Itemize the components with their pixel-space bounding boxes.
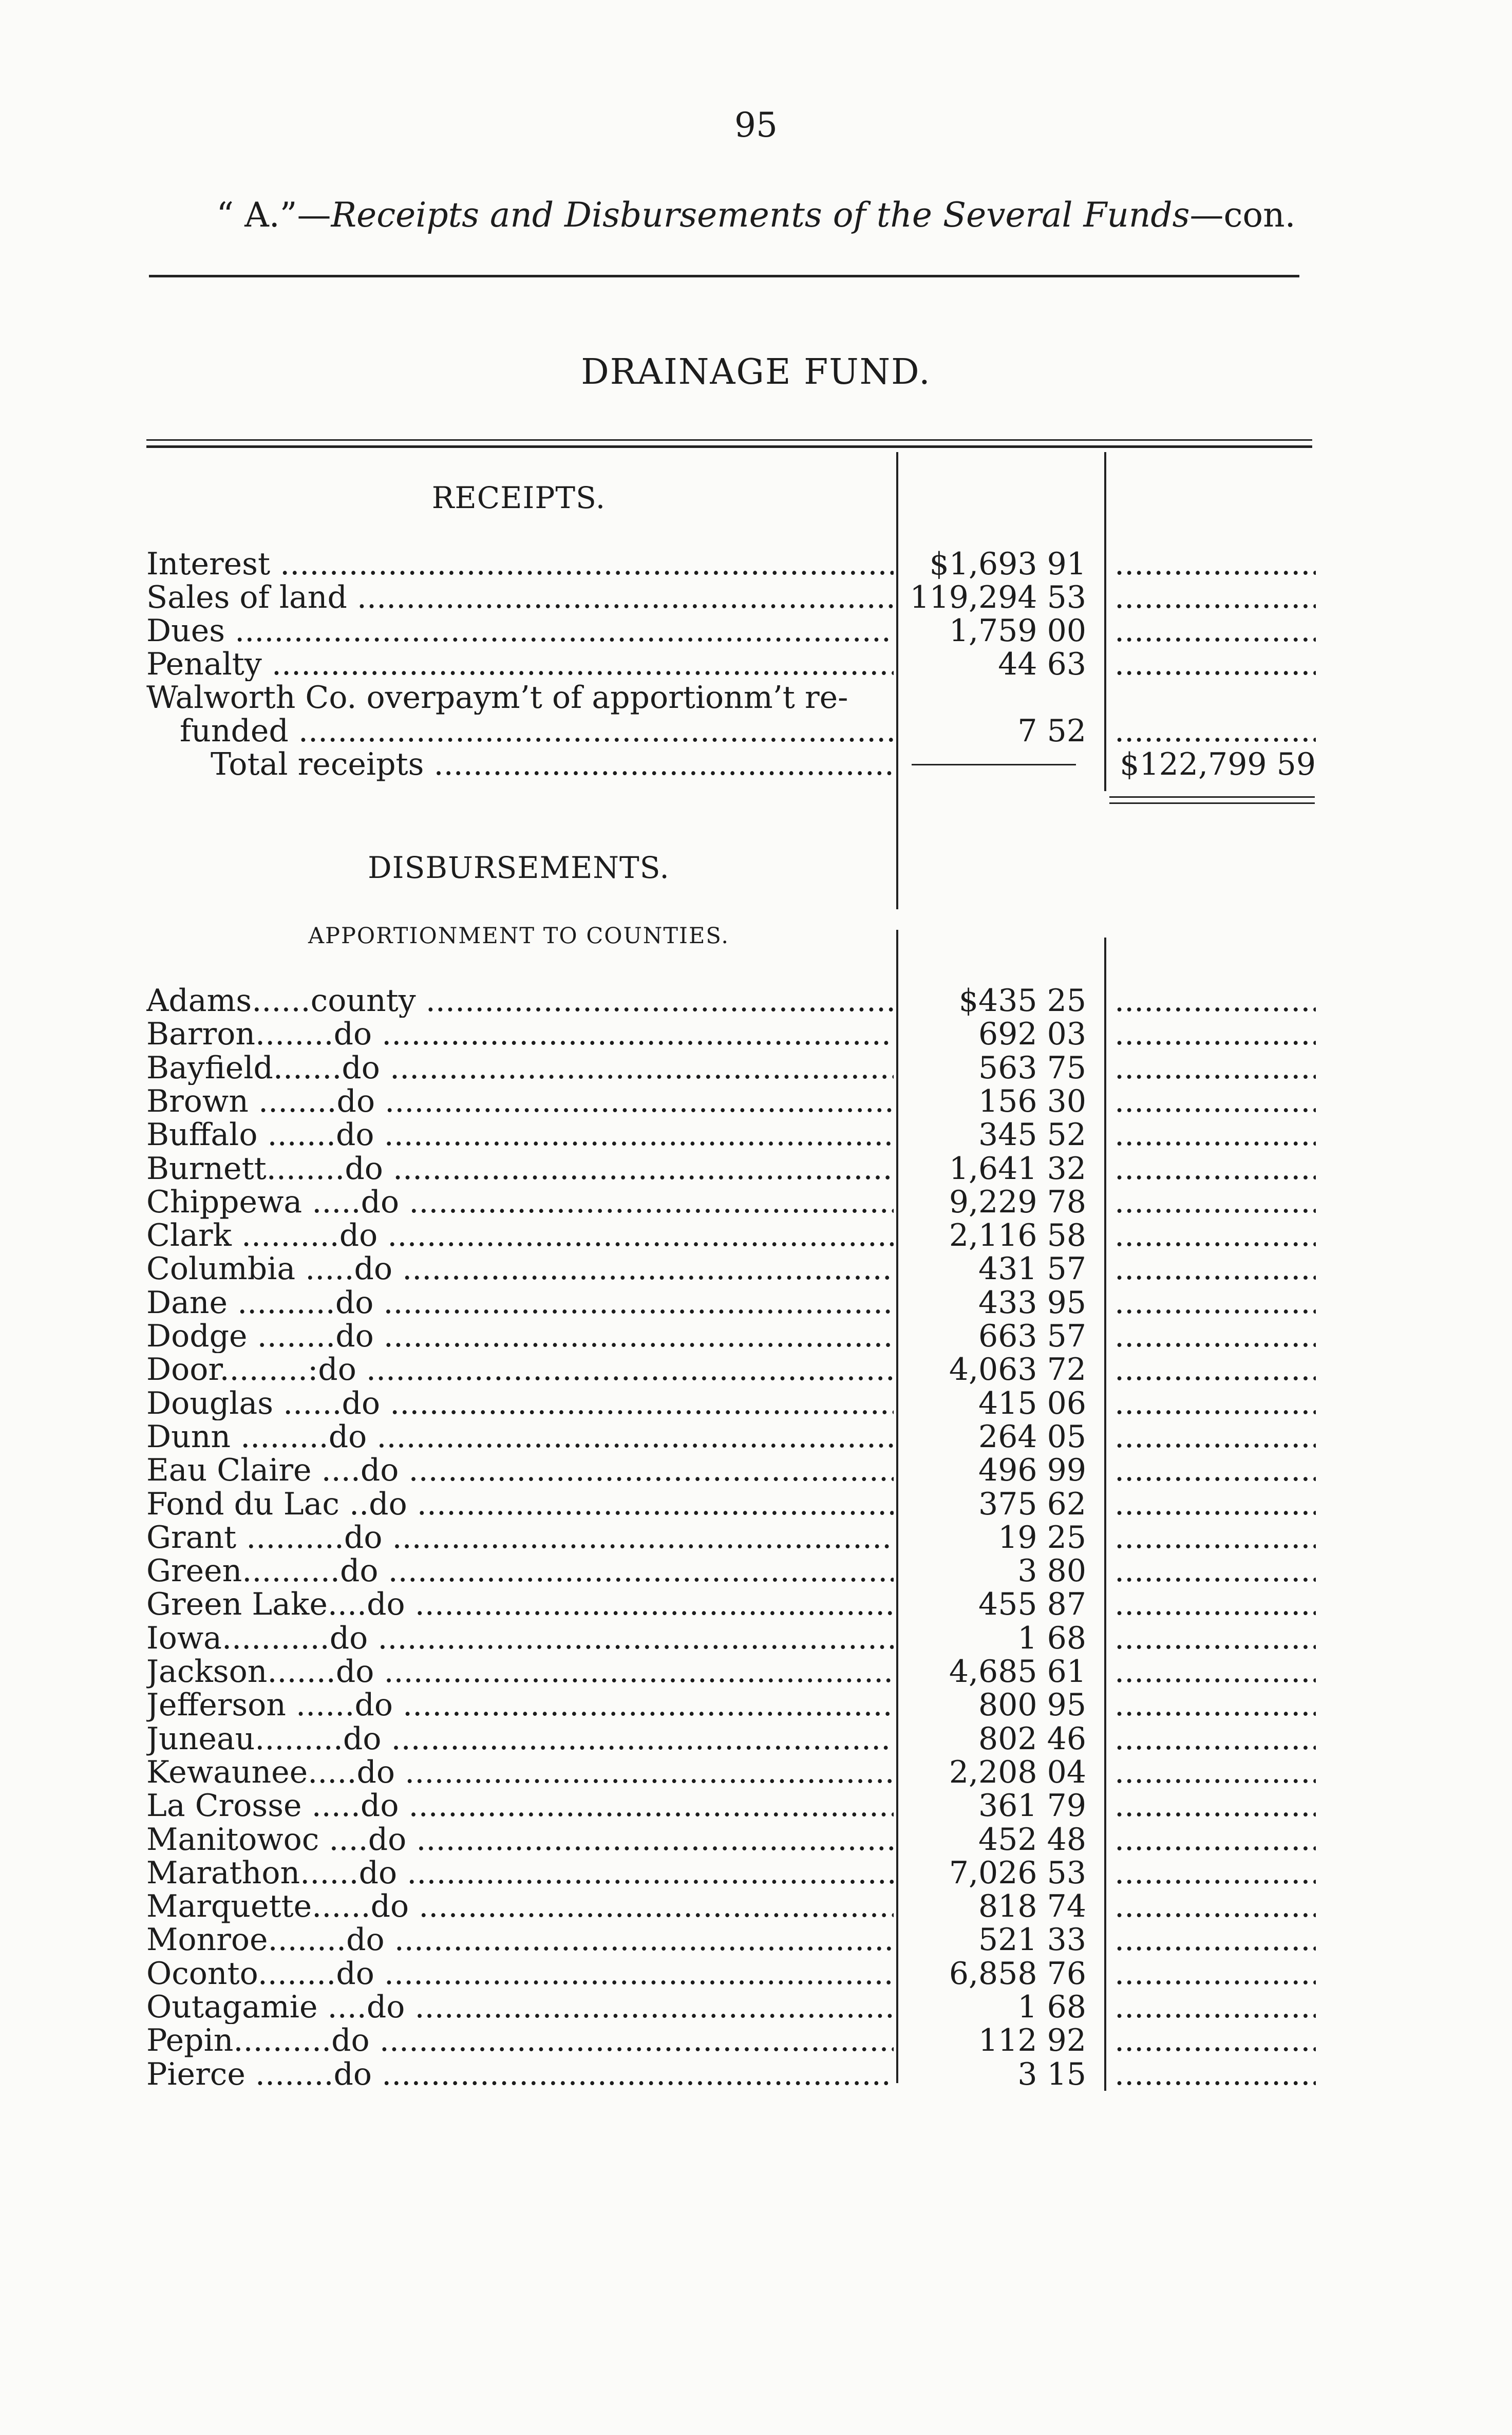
county-amount: 452 48 xyxy=(978,1822,1086,1858)
county-row xyxy=(0,1453,1512,1487)
county-label: Outagamie ....do ..... xyxy=(146,1990,894,2024)
county-leader xyxy=(1114,2057,1316,2091)
county-row xyxy=(0,1185,1512,1219)
county-row xyxy=(0,1957,1512,1991)
county-label: Marquette......do ..... xyxy=(146,1889,894,1923)
receipt-leader xyxy=(1114,714,1316,748)
county-amount: 4,063 72 xyxy=(949,1352,1086,1388)
county-row xyxy=(0,1990,1512,2024)
receipt-row xyxy=(0,614,1512,648)
county-label: Green Lake....do ..... xyxy=(146,1587,894,1621)
county-row xyxy=(0,1923,1512,1957)
county-row xyxy=(0,1789,1512,1823)
receipt-label: Sales of land ..... xyxy=(146,580,894,614)
county-leader xyxy=(1114,1118,1316,1152)
county-leader xyxy=(1114,1789,1316,1823)
receipt-amount: 44 63 xyxy=(998,646,1086,682)
county-row xyxy=(0,1420,1512,1454)
county-label: Monroe........do ..... xyxy=(146,1923,894,1957)
county-row xyxy=(0,1521,1512,1554)
county-amount: 9,229 78 xyxy=(949,1184,1086,1220)
county-label: Burnett........do ..... xyxy=(146,1152,894,1186)
county-leader xyxy=(1114,1252,1316,1286)
receipt-leader xyxy=(1114,547,1316,581)
total-double-rule-upper xyxy=(1109,796,1315,798)
county-row xyxy=(0,1286,1512,1320)
page-heading xyxy=(0,195,1512,235)
county-label: Dunn .........do ..... xyxy=(146,1420,894,1454)
county-leader xyxy=(1114,1823,1316,1857)
receipt-amount: $1,693 91 xyxy=(929,546,1086,582)
county-leader xyxy=(1114,1957,1316,1991)
receipt-label-continued: funded ..... xyxy=(180,714,894,748)
receipt-amount: 7 52 xyxy=(1017,713,1086,749)
receipts-title: RECEIPTS. xyxy=(431,480,606,515)
county-amount: 264 05 xyxy=(978,1419,1086,1455)
county-row xyxy=(0,1755,1512,1789)
county-leader xyxy=(1114,1219,1316,1252)
county-amount: 431 57 xyxy=(978,1251,1086,1287)
county-amount: 563 75 xyxy=(978,1050,1086,1086)
county-label: Fond du Lac ..do ..... xyxy=(146,1487,894,1521)
county-amount: 521 33 xyxy=(978,1922,1086,1958)
county-amount: 3 15 xyxy=(1017,2056,1086,2092)
county-leader xyxy=(1114,1152,1316,1186)
county-row xyxy=(0,1152,1512,1186)
county-label: Jackson.......do ..... xyxy=(146,1655,894,1689)
county-leader xyxy=(1114,1487,1316,1521)
county-label: Adams......county ..... xyxy=(146,984,894,1018)
county-label: Green..........do ..... xyxy=(146,1554,894,1588)
county-label: Iowa...........do ..... xyxy=(146,1621,894,1655)
county-amount: 7,026 53 xyxy=(949,1855,1086,1891)
county-amount: 345 52 xyxy=(978,1117,1086,1153)
heading-rule xyxy=(149,275,1299,277)
county-label: Dodge ........do ..... xyxy=(146,1319,894,1353)
receipt-label: Interest ..... xyxy=(146,547,894,581)
county-row xyxy=(0,1252,1512,1286)
county-leader xyxy=(1114,1722,1316,1756)
county-leader xyxy=(1114,1621,1316,1655)
county-row xyxy=(0,2024,1512,2057)
county-label: Barron........do ..... xyxy=(146,1017,894,1051)
county-leader xyxy=(1114,1051,1316,1085)
county-label: Bayfield.......do ..... xyxy=(146,1051,894,1085)
county-row xyxy=(0,1823,1512,1857)
county-label: Clark ..........do ..... xyxy=(146,1219,894,1252)
county-leader xyxy=(1114,1453,1316,1487)
receipt-row xyxy=(0,647,1512,681)
county-amount: 1 68 xyxy=(1017,1620,1086,1656)
county-label: Grant ..........do ..... xyxy=(146,1521,894,1554)
county-label: Douglas ......do ..... xyxy=(146,1387,894,1420)
county-row xyxy=(0,2057,1512,2091)
county-label: La Crosse .....do ..... xyxy=(146,1789,894,1823)
county-row xyxy=(0,1688,1512,1722)
county-label: Buffalo .......do ..... xyxy=(146,1118,894,1152)
county-label: Pierce ........do ..... xyxy=(146,2057,894,2091)
county-label: Marathon......do ..... xyxy=(146,1856,894,1890)
table-top-rule-lower xyxy=(146,445,1312,448)
disbursements-title: DISBURSEMENTS. xyxy=(368,850,670,885)
county-amount: 663 57 xyxy=(978,1318,1086,1354)
county-amount: 156 30 xyxy=(978,1083,1086,1119)
heading-suffix: —con. xyxy=(1189,195,1296,235)
county-label: Columbia .....do ..... xyxy=(146,1252,894,1286)
county-leader xyxy=(1114,1655,1316,1689)
disbursements-subtitle: APPORTIONMENT TO COUNTIES. xyxy=(308,923,729,949)
page-number: 95 xyxy=(734,105,778,145)
county-row xyxy=(0,984,1512,1018)
county-amount: 112 92 xyxy=(978,2022,1086,2058)
receipt-row-walworth-line1 xyxy=(0,681,1512,715)
county-row xyxy=(0,1017,1512,1051)
county-amount: 6,858 76 xyxy=(949,1956,1086,1992)
county-row xyxy=(0,1856,1512,1890)
table-top-rule-upper xyxy=(146,439,1312,441)
county-label: Chippewa .....do ..... xyxy=(146,1185,894,1219)
county-row xyxy=(0,1487,1512,1521)
receipt-leader xyxy=(1114,614,1316,648)
fund-title: DRAINAGE FUND. xyxy=(581,352,931,392)
county-amount: $435 25 xyxy=(958,983,1086,1019)
county-amount: 455 87 xyxy=(978,1586,1086,1622)
county-amount: 3 80 xyxy=(1017,1553,1086,1589)
receipts-total-row xyxy=(0,747,1512,781)
county-amount: 496 99 xyxy=(978,1452,1086,1488)
county-amount: 802 46 xyxy=(978,1721,1086,1757)
receipt-row xyxy=(0,580,1512,614)
county-label: Brown ........do ..... xyxy=(146,1084,894,1118)
county-leader xyxy=(1114,1185,1316,1219)
heading-prefix: “ A.”— xyxy=(216,195,331,235)
county-amount: 692 03 xyxy=(978,1016,1086,1052)
receipt-label: Dues ..... xyxy=(146,614,894,648)
county-leader xyxy=(1114,1923,1316,1957)
county-row xyxy=(0,1889,1512,1923)
county-label: Juneau.........do ..... xyxy=(146,1722,894,1756)
county-row xyxy=(0,1353,1512,1387)
county-amount: 415 06 xyxy=(978,1385,1086,1421)
county-row xyxy=(0,1655,1512,1689)
county-amount: 433 95 xyxy=(978,1285,1086,1321)
county-leader xyxy=(1114,1521,1316,1554)
receipt-label: Walworth Co. overpaym’t of apportionm’t re- xyxy=(146,681,848,715)
county-leader xyxy=(1114,1554,1316,1588)
county-amount: 361 79 xyxy=(978,1788,1086,1824)
county-amount: 800 95 xyxy=(978,1687,1086,1723)
county-leader xyxy=(1114,1084,1316,1118)
county-amount: 1,641 32 xyxy=(949,1151,1086,1187)
county-amount: 1 68 xyxy=(1017,1989,1086,2025)
county-amount: 4,685 61 xyxy=(949,1654,1086,1690)
county-amount: 19 25 xyxy=(998,1520,1086,1556)
county-leader xyxy=(1114,1688,1316,1722)
county-leader xyxy=(1114,1319,1316,1353)
county-leader xyxy=(1114,984,1316,1018)
county-row xyxy=(0,1219,1512,1252)
county-amount: 2,116 58 xyxy=(949,1218,1086,1253)
county-row xyxy=(0,1621,1512,1655)
county-amount: 2,208 04 xyxy=(949,1754,1086,1790)
receipt-amount: 1,759 00 xyxy=(949,613,1086,649)
receipt-leader xyxy=(1114,580,1316,614)
county-row xyxy=(0,1722,1512,1756)
county-row xyxy=(0,1554,1512,1588)
county-leader xyxy=(1114,1420,1316,1454)
county-leader xyxy=(1114,1990,1316,2024)
county-label: Door.........:do ..... xyxy=(146,1353,894,1387)
total-receipts-label: Total receipts ..... xyxy=(211,747,894,781)
county-amount: 818 74 xyxy=(978,1888,1086,1924)
county-leader xyxy=(1114,1387,1316,1420)
county-row xyxy=(0,1051,1512,1085)
county-row xyxy=(0,1319,1512,1353)
county-leader xyxy=(1114,1587,1316,1621)
total-double-rule-lower xyxy=(1109,802,1315,804)
county-leader xyxy=(1114,1889,1316,1923)
county-row xyxy=(0,1118,1512,1152)
receipt-row xyxy=(0,547,1512,581)
receipt-leader xyxy=(1114,647,1316,681)
county-label: Pepin..........do ..... xyxy=(146,2024,894,2057)
receipt-label: Penalty ..... xyxy=(146,647,894,681)
county-row xyxy=(0,1084,1512,1118)
county-leader xyxy=(1114,1755,1316,1789)
county-leader xyxy=(1114,1353,1316,1387)
county-amount: 375 62 xyxy=(978,1486,1086,1522)
county-row xyxy=(0,1587,1512,1621)
total-receipts-amount: $122,799 59 xyxy=(1120,746,1316,782)
county-leader xyxy=(1114,1286,1316,1320)
county-leader xyxy=(1114,1017,1316,1051)
county-label: Eau Claire ....do ..... xyxy=(146,1453,894,1487)
receipt-amount: 119,294 53 xyxy=(910,579,1086,615)
receipt-row-walworth-line2 xyxy=(0,714,1512,748)
county-label: Manitowoc ....do ..... xyxy=(146,1823,894,1857)
county-label: Jefferson ......do ..... xyxy=(146,1688,894,1722)
heading-title: Receipts and Disbursements of the Several Funds xyxy=(331,195,1190,235)
county-label: Kewaunee.....do ..... xyxy=(146,1755,894,1789)
county-leader xyxy=(1114,1856,1316,1890)
county-label: Dane ..........do ..... xyxy=(146,1286,894,1320)
county-row xyxy=(0,1387,1512,1420)
county-leader xyxy=(1114,2024,1316,2057)
county-label: Oconto........do ..... xyxy=(146,1957,894,1991)
